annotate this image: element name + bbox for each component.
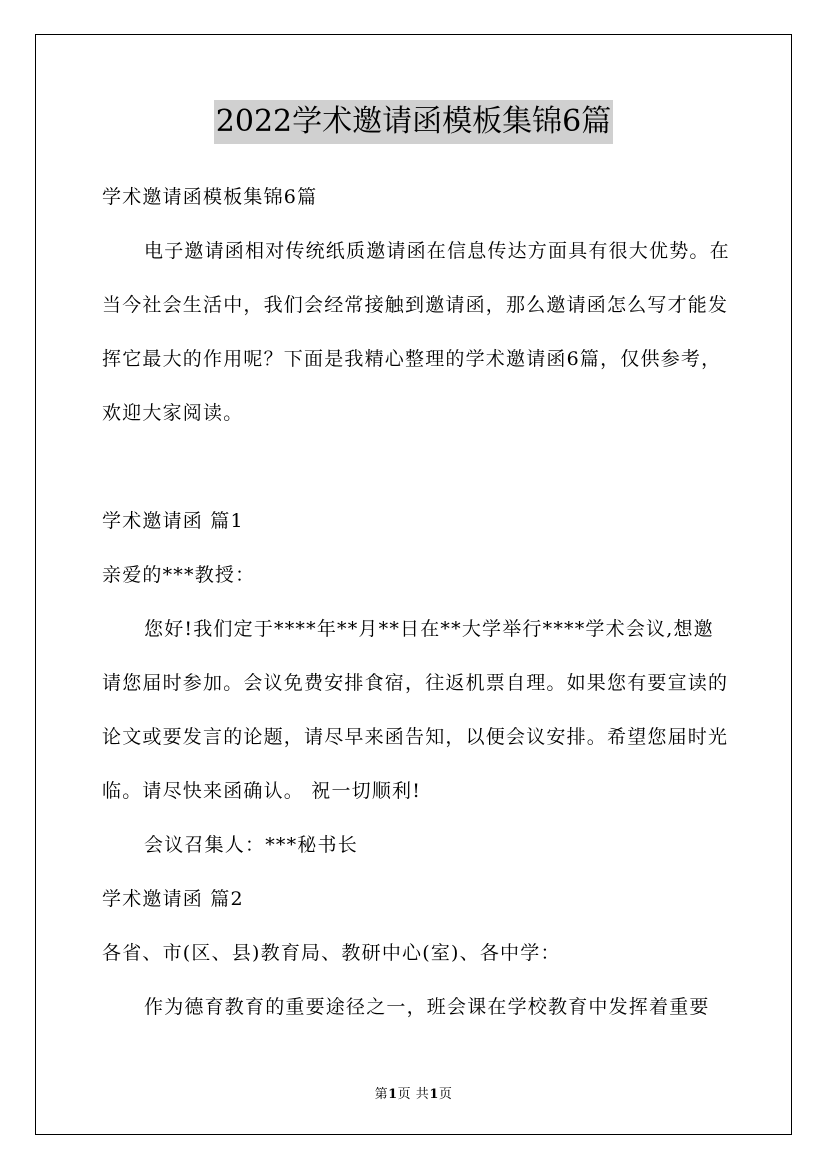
document-body: [102, 170, 730, 1034]
signature-1: 会议召集人：***秘书长: [144, 834, 358, 856]
section-heading-1: 学术邀请函 篇1: [102, 510, 244, 532]
footer-page-number: 1: [388, 1087, 398, 1102]
section-heading-2: 学术邀请函 篇2: [102, 888, 244, 910]
page-footer: [0, 1083, 827, 1102]
footer-prefix: 第: [374, 1087, 389, 1102]
intro-paragraph: 电子邀请函相对传统纸质邀请函在信息传达方面具有很大优势。在当今社会生活中，我们会经常接触到邀请函，那么邀请函怎么写才能发挥它最大的作用呢？下面是我精心整理的学术邀请函6篇，仅供参考，欢迎大家阅读。: [102, 240, 730, 424]
salutation-1: 亲爱的***教授：: [102, 564, 256, 586]
body-paragraph-2: 作为德育教育的重要途径之一，班会课在学校教育中发挥着重要: [144, 996, 710, 1018]
document-title: 2022学术邀请函模板集锦6篇: [214, 100, 613, 144]
salutation-2: 各省、市(区、县)教育局、教研中心(室)、各中学：: [102, 942, 561, 964]
title-container: [0, 100, 827, 144]
footer-suffix: 页: [438, 1087, 453, 1102]
document-subtitle: 学术邀请函模板集锦6篇: [102, 186, 318, 208]
body-paragraph-1: 您好!我们定于****年**月**日在**大学举行****学术会议,想邀请您届时参加。会议免费安排食宿，往返机票自理。如果您有要宣读的论文或要发言的论题，请尽早来函告知，以便会议安排。希望您届时光临。请尽快来函确认。 祝一切顺利!: [102, 618, 729, 802]
footer-page-total: 1: [429, 1087, 439, 1102]
paragraph-spacer: [102, 440, 730, 494]
footer-mid: 页 共: [397, 1087, 430, 1102]
